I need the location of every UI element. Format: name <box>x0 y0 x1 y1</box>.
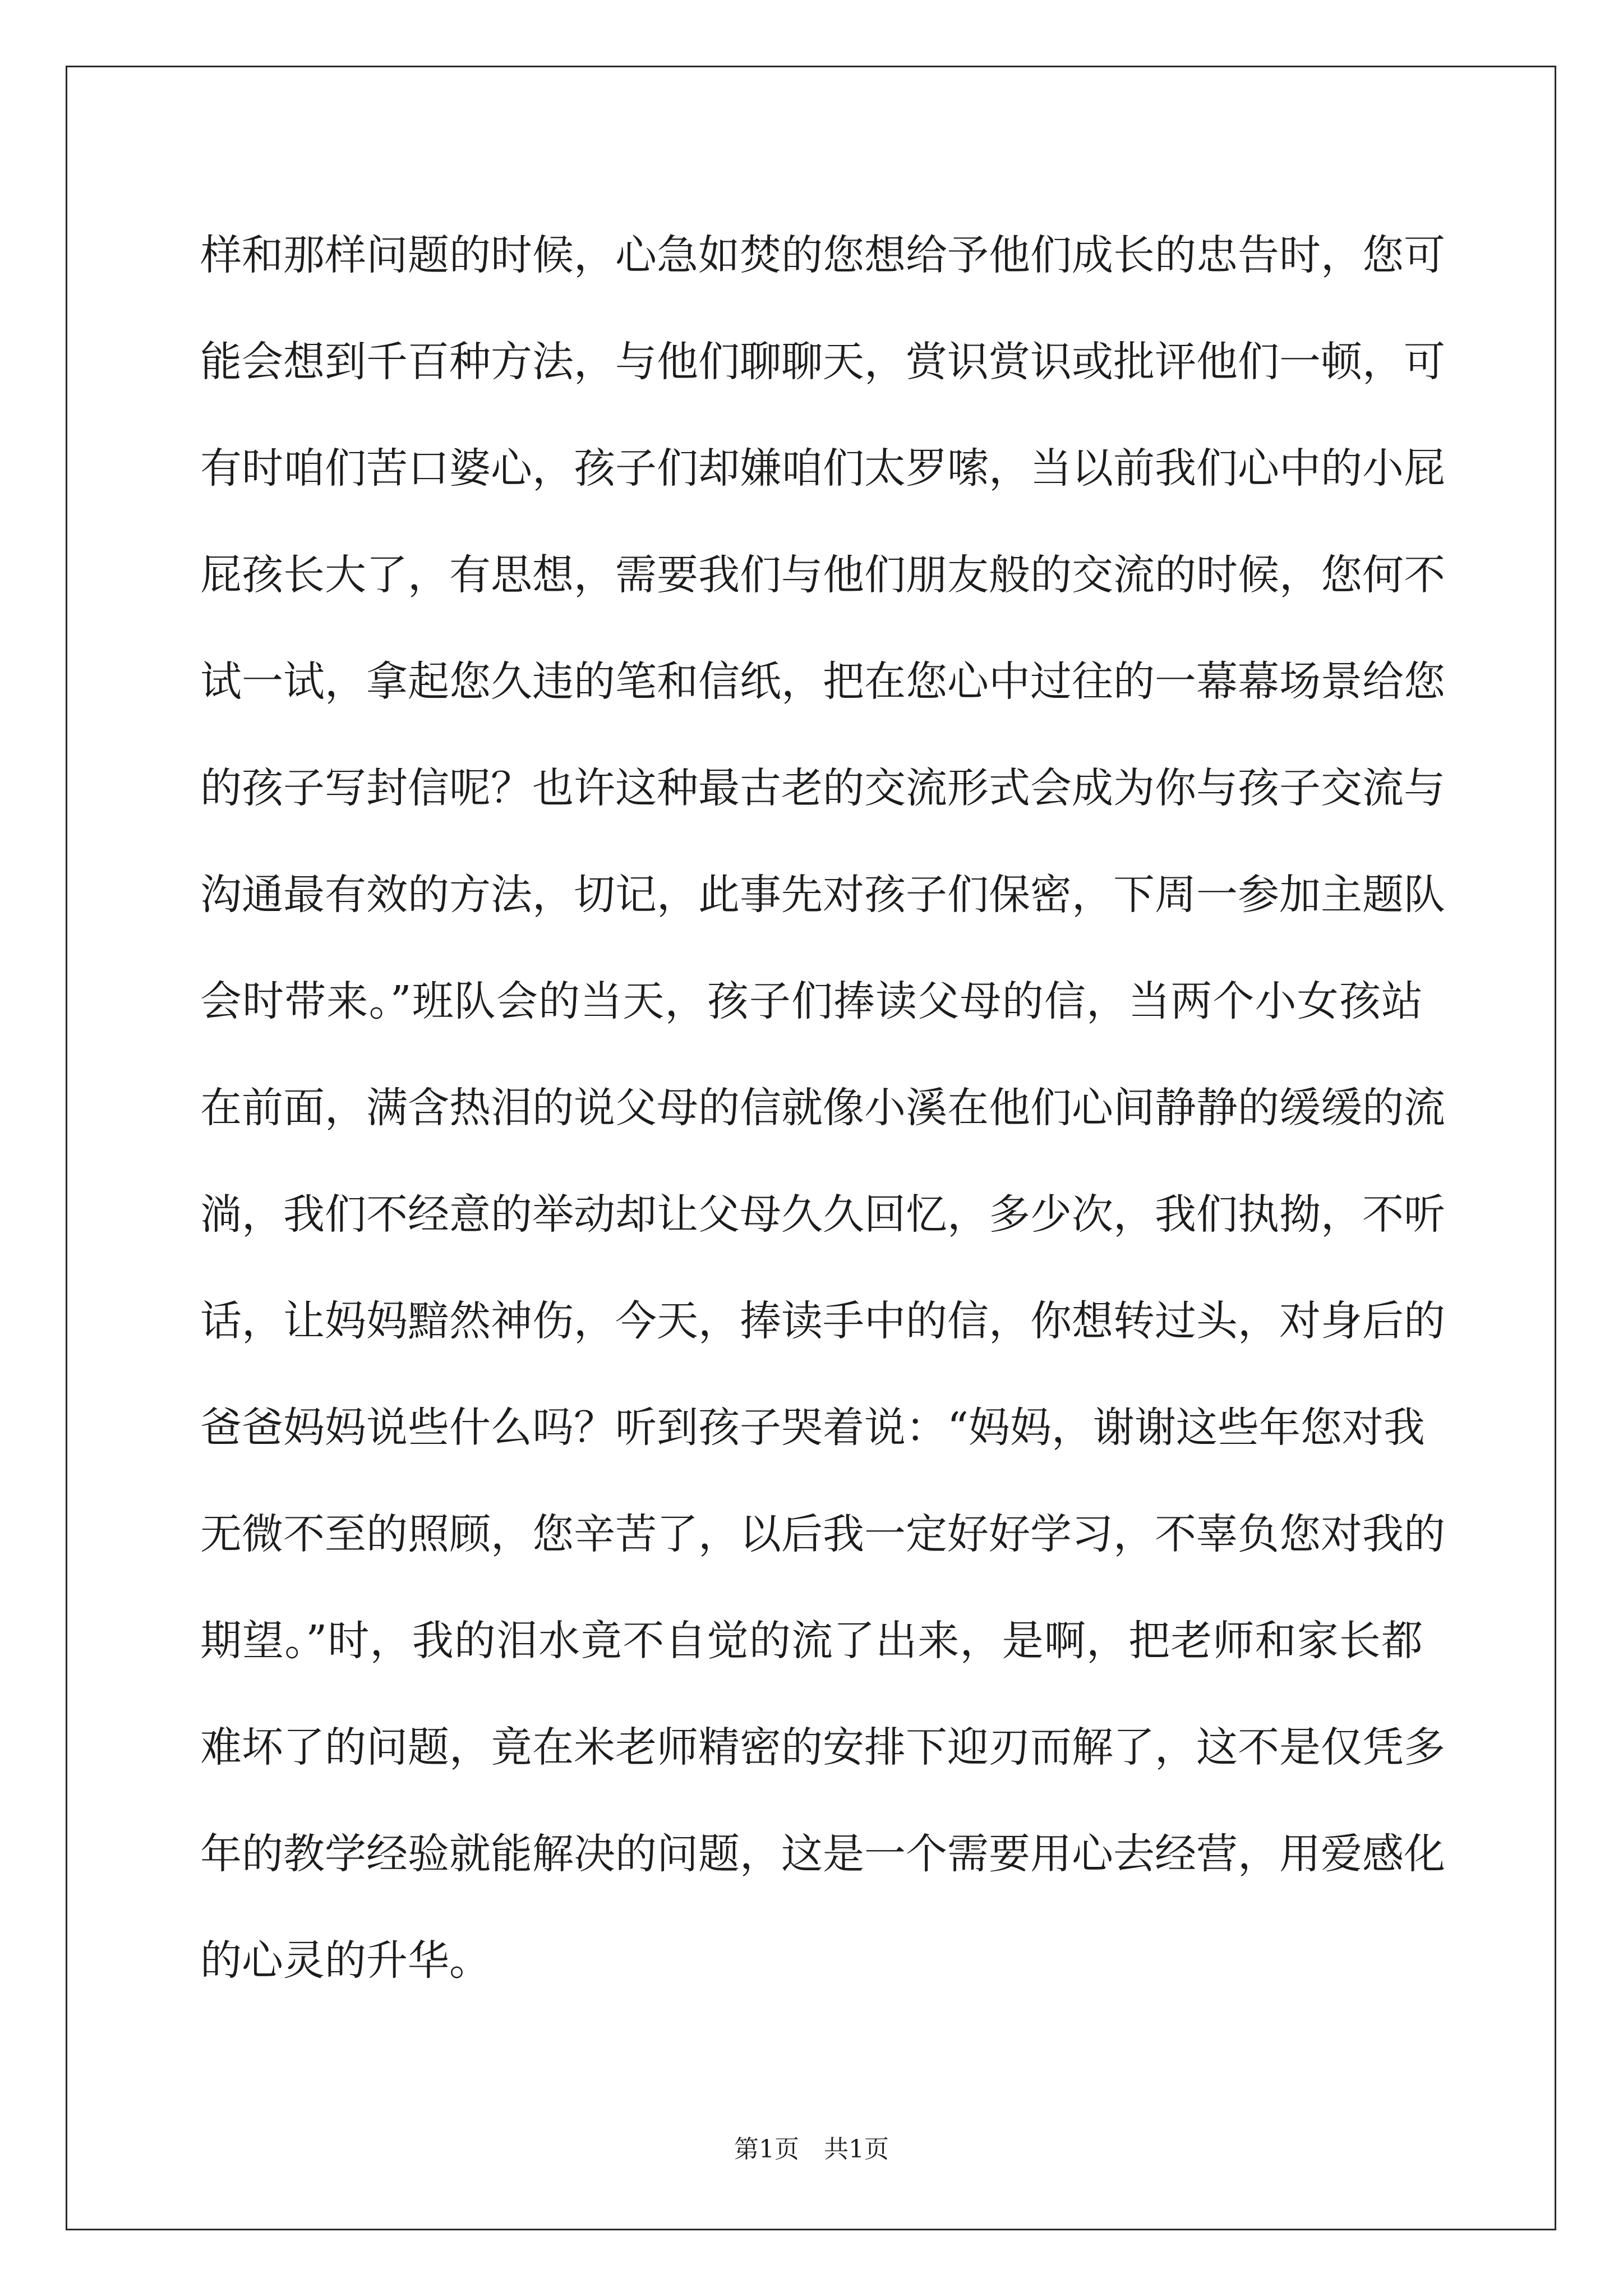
text-line: 在前面，满含热泪的说父母的信就像小溪在他们心间静静的缓缓的流 <box>200 1084 1445 1132</box>
text-line: 会时带来。”班队会的当天，孩子们捧读父母的信，当两个小女孩站 <box>200 977 1423 1025</box>
text-line: 的孩子写封信呢？也许这种最古老的交流形式会成为你与孩子交流与 <box>200 764 1445 812</box>
text-line: 年的教学经验就能解决的问题，这是一个需要用心去经营，用爱感化 <box>200 1830 1445 1878</box>
text-line: 屁孩长大了，有思想，需要我们与他们朋友般的交流的时候，您何不 <box>200 551 1445 599</box>
text-line: 淌，我们不经意的举动却让父母久久回忆，多少次，我们执拗，不听 <box>200 1190 1445 1239</box>
text-line: 期望。”时，我的泪水竟不自觉的流了出来，是啊，把老师和家长都 <box>200 1617 1423 1665</box>
text-line: 能会想到千百种方法，与他们聊聊天，赏识赏识或批评他们一顿，可 <box>200 338 1445 386</box>
text-line: 试一试，拿起您久违的笔和信纸，把在您心中过往的一幕幕场景给您 <box>200 657 1445 706</box>
text-line: 难坏了的问题，竟在米老师精密的安排下迎刃而解了，这不是仅凭多 <box>200 1723 1445 1772</box>
text-line: 无微不至的照顾，您辛苦了，以后我一定好好学习，不辜负您对我的 <box>200 1510 1445 1558</box>
text-line: 有时咱们苦口婆心，孩子们却嫌咱们太罗嗦，当以前我们心中的小屁 <box>200 444 1445 493</box>
text-line: 沟通最有效的方法，切记，此事先对孩子们保密，下周一参加主题队 <box>200 871 1445 919</box>
page-number: 第1页 共1页 <box>734 2135 889 2164</box>
text-line: 爸爸妈妈说些什么吗？听到孩子哭着说：“妈妈，谢谢这些年您对我 <box>200 1404 1425 1452</box>
text-line: 样和那样问题的时候，心急如焚的您想给予他们成长的忠告时，您可 <box>200 231 1445 279</box>
document-body <box>200 202 1445 2014</box>
text-line: 话，让妈妈黯然神伤，今天，捧读手中的信，你想转过头，对身后的 <box>200 1297 1445 1345</box>
text-line: 的心灵的升华。 <box>200 1936 491 1985</box>
